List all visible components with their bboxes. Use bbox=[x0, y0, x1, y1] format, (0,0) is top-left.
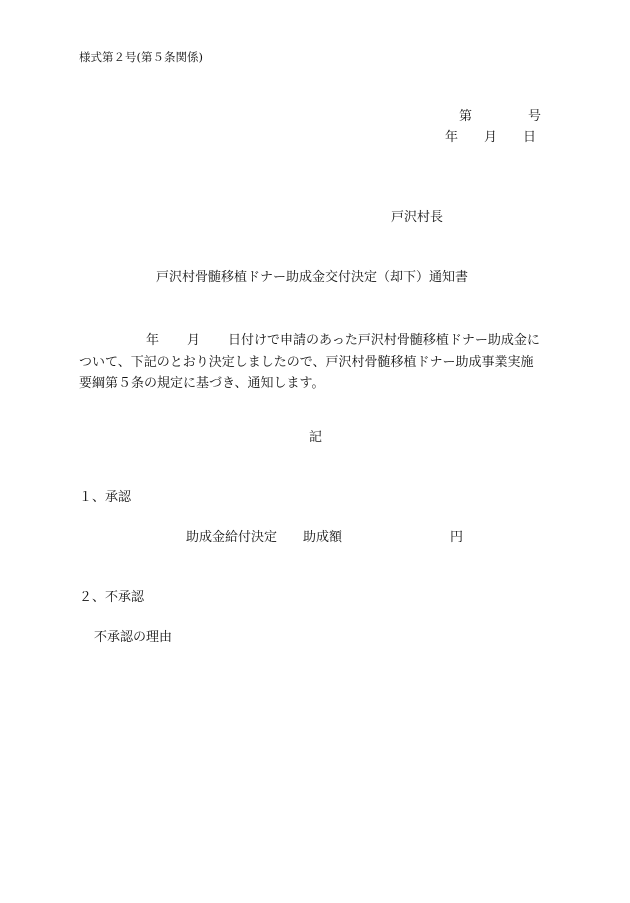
section-rejection-heading: ２、不承認 bbox=[79, 590, 145, 605]
form-number: 様式第２号(第５条関係) bbox=[79, 50, 203, 64]
date-year-label: 年 bbox=[445, 130, 459, 145]
document-title: 戸沢村骨髄移植ドナー助成金交付決定（却下）通知書 bbox=[156, 270, 469, 285]
amount-label: 助成額 bbox=[303, 530, 343, 545]
body-paragraph bbox=[79, 330, 554, 395]
body-line-1 bbox=[79, 330, 554, 352]
body-line-2: ついて、下記のとおり決定しましたので、戸沢村骨髄移植ドナー助成事業実施 bbox=[79, 354, 534, 370]
currency-label: 円 bbox=[450, 530, 464, 545]
date-day-label: 日 bbox=[523, 130, 537, 145]
rejection-reason-label: 不承認の理由 bbox=[94, 630, 173, 645]
sender-name: 戸沢村長 bbox=[391, 210, 444, 225]
ki-heading: 記 bbox=[309, 430, 323, 445]
decision-label: 助成金給付決定 bbox=[186, 530, 278, 545]
issue-date bbox=[445, 131, 536, 144]
body-line-3: 要綱第５条の規定に基づき、通知します。 bbox=[79, 376, 325, 391]
body-month-label: 月 bbox=[187, 333, 201, 348]
document-number-prefix: 第 bbox=[459, 109, 473, 124]
document-number-suffix: 号 bbox=[528, 109, 542, 124]
body-year-label: 年 bbox=[146, 333, 160, 348]
approval-details bbox=[186, 531, 463, 544]
body-line-1-text: 日付けで申請のあった戸沢村骨髄移植ドナー助成金に bbox=[228, 333, 540, 348]
section-approval-heading: １、承認 bbox=[79, 490, 132, 505]
document-number bbox=[459, 110, 541, 123]
date-month-label: 月 bbox=[484, 130, 498, 145]
